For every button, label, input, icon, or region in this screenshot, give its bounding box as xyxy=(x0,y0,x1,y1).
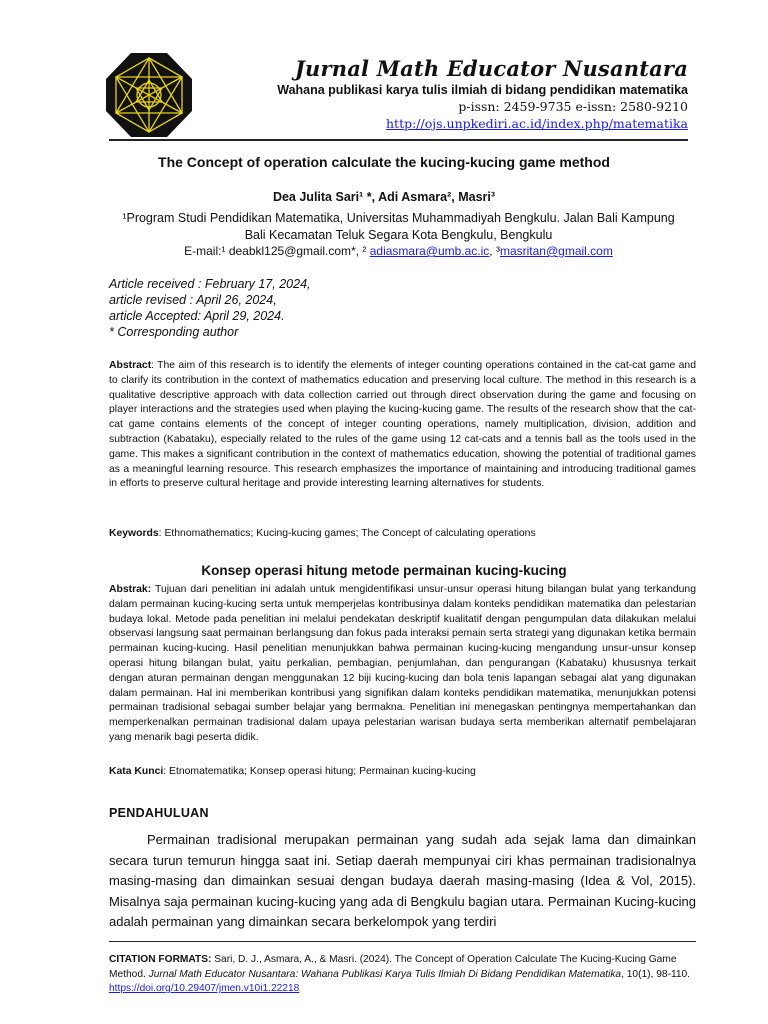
email-1: deabkl125@gmail.com xyxy=(228,244,352,258)
paper-authors: Dea Julita Sari¹ *, Adi Asmara², Masri³ xyxy=(272,190,496,204)
citation-volume: , 10(1), 98-110. xyxy=(621,968,691,980)
email-3-link[interactable]: masritan@gmail.com xyxy=(499,244,613,258)
author-emails xyxy=(109,244,688,258)
citation-journal: Jurnal Math Educator Nusantara: Wahana Publikasi Karya Tulis Ilmiah Di Bidang Pendidikan Matematika xyxy=(148,968,622,980)
corresponding-author-note: * Corresponding author xyxy=(109,325,239,339)
indonesian-title: Konsep operasi hitung metode permainan kucing-kucing xyxy=(201,563,567,578)
kata-kunci-label: Kata Kunci xyxy=(109,766,164,777)
email-label: E-mail:¹ xyxy=(184,244,229,258)
email-2-link[interactable]: adiasmara@umb.ac.ic xyxy=(369,244,490,258)
abstract-english xyxy=(109,359,696,492)
abstrak-label: Abstrak: xyxy=(109,584,152,595)
keywords-text: : Ethnomathematics; Kucing-kucing games; The Concept of calculating operations xyxy=(158,528,536,539)
journal-logo xyxy=(104,50,194,140)
citation-label: CITATION FORMATS: xyxy=(109,954,212,965)
abstract-text: : The aim of this research is to identify the elements of integer counting operations contained in the cat-cat game and to clarify its contribution in the context of mathematics education and preserving local culture. The method in this research is a qualitative descriptive approach with data collection carried out through direct observation during the game and focusing on player interactions and the strategies used when playing the kucing-kucing game. The results of the research show that the cat-cat game contains elements of the concept of integer counting operations, namely multiplication, division, addition and subtraction (Kabataku), especially related to the rules of the game using 12 cat-cats and a tennis ball as the tools used in the game. This makes a significant contribution in the context of mathematics education, showing the potential of traditional games as a meaningful learning resource. This research emphasizes the importance of maintaining and introducing traditional games in efforts to preserve cultural heritage and provide interesting learning alternatives for students. xyxy=(109,360,696,490)
citation-formats xyxy=(109,953,696,997)
section-heading-introduction: PENDAHULUAN xyxy=(109,806,209,820)
author-affiliation xyxy=(109,210,688,244)
date-accepted: article Accepted: April 29, 2024. xyxy=(109,309,285,323)
keywords-label: Keywords xyxy=(109,528,159,539)
journal-title: Jurnal Math Educator Nusantara xyxy=(294,56,688,81)
date-revised: article revised : April 26, 2024, xyxy=(109,293,277,307)
email-separator: *, ² xyxy=(351,244,370,258)
article-dates xyxy=(109,276,311,340)
citation-doi-link[interactable]: https://doi.org/10.29407/jmen.v10i1.22218 xyxy=(109,983,300,995)
date-received: Article received : February 17, 2024, xyxy=(109,277,311,291)
journal-tagline: Wahana publikasi karya tulis ilmiah di bidang pendidikan matematika xyxy=(277,83,688,97)
abstract-indonesian xyxy=(109,583,696,746)
footer-divider xyxy=(109,941,696,942)
journal-issn: p-issn: 2459-9735 e-issn: 2580-9210 xyxy=(458,99,688,114)
affiliation-line: ¹Program Studi Pendidikan Matematika, Universitas Muhammadiyah Bengkulu. Jalan Bali Kampung xyxy=(122,211,675,225)
journal-url-link[interactable]: http://ojs.unpkediri.ac.id/index.php/matematika xyxy=(386,116,688,131)
email-separator: , ³ xyxy=(489,244,500,258)
keywords-english xyxy=(109,527,696,542)
header-divider xyxy=(109,139,688,141)
abstract-label: Abstract xyxy=(109,360,152,371)
keywords-indonesian xyxy=(109,765,696,780)
introduction-text: Permainan tradisional merupakan permainan yang sudah ada sejak lama dan dimainkan secara turun temurun hingga saat ini. Setiap daerah mempunyai ciri khas permainan tradisionalnya masing-masing dan dimainkan sesuai dengan budaya daerah masing-masing (Idea & Vol, 2015). Misalnya saja permainan kucing-kucing yang ada di Bengkulu bagian utara. Permainan Kucing-kucing adalah permainan yang dimainkan secara berkelompok yang terdiri xyxy=(109,832,696,930)
affiliation-line: Bali Kecamatan Teluk Segara Kota Bengkulu, Bengkulu xyxy=(244,228,553,242)
citation-text: Sari, D. J., Asmara, A., & Masri. (2024). The Concept of Operation Calculate The Kucing-Kucing Game Method. xyxy=(109,954,677,980)
geometric-star-logo-icon xyxy=(104,50,194,140)
paper-title: The Concept of operation calculate the kucing-kucing game method xyxy=(158,154,610,170)
kata-kunci-text: : Etnomatematika; Konsep operasi hitung; Permainan kucing-kucing xyxy=(163,766,476,777)
abstrak-text: Tujuan dari penelitian ini adalah untuk mengidentifikasi unsur-unsur operasi hitung bilangan bulat yang terkandung dalam permainan kucing-kucing serta untuk memperjelas kontribusinya dalam konteks pendidikan matematika dan pelestarian budaya lokal. Metode pada penelitian ini melalui pendekatan deskriptif kualitatif dengan pengumpulan data dilakukan melalui observasi langsung saat permainan berlangsung dan fokus pada interaksi pemain serta strategi yang digunakan ketika bermain permainan kucing-kucing. Hasil penelitian menunjukkan bahwa permainan kucing-kucing mengandung unsur-unsur konsep operasi hitung bilangan bulat, yaitu perkalian, pembagian, penjumlahan, dan pengurangan (Kabataku) khususnya terkait dengan aturan permainan dengan menggunakan 12 biji kucing-kucing dan bola tenis lapangan sebagai alat yang digunakan dalam permainan. Hal ini memberikan kontribusi yang signifikan dalam konteks pendidikan matematika, menunjukkan potensi permainan tradisional sebagai sumber belajar yang bermakna. Penelitian ini menegaskan pentingnya mempertahankan dan memperkenalkan permainan tradisional dalam upaya pelestarian warisan budaya serta memberikan alternatif pembelajaran yang menarik bagi peserta didik. xyxy=(109,584,696,743)
introduction-paragraph xyxy=(109,830,696,933)
